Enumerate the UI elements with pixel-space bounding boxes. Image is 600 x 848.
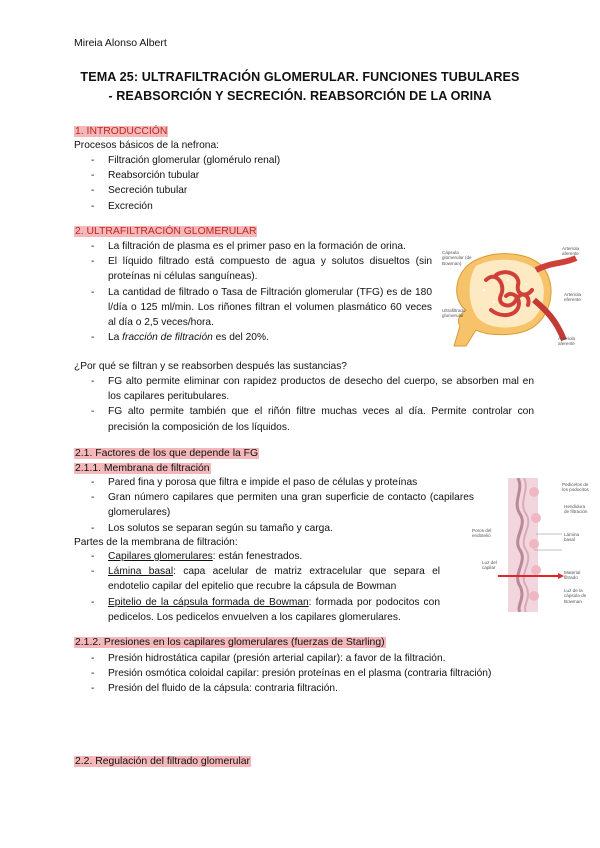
section-2-heading: 2. ULTRAFILTRACIÓN GLOMERULAR [75, 226, 257, 237]
list-item: - La fracción de filtración es del 20%. [74, 330, 432, 345]
author-name: Mireia Alonso Albert [74, 37, 167, 49]
list-item: - Reabsorción tubular [74, 168, 534, 183]
list-item: - Excreción [74, 199, 534, 214]
list-item: - La filtración de plasma es el primer paso en la formación de orina. [74, 239, 432, 254]
list-item: - Filtración glomerular (glomérulo renal) [74, 153, 534, 168]
list-item: - El líquido filtrado está compuesto de agua y solutos disueltos (sin proteínas ni células sanguíneas). [74, 254, 432, 284]
section-1-heading: 1. INTRODUCCIÓN [75, 126, 168, 137]
section-2-1-heading: 2.1. Factores de los que depende la FG [75, 448, 259, 459]
list-item: - Lámina basal: capa acelular de matriz extracelular que separa el endotelio capilar del epitelio que recubre la cápsula de Bowman [74, 564, 440, 594]
label-material: Material filtrado [564, 570, 581, 581]
list-item: - La cantidad de filtrado o Tasa de Filtración glomerular (TFG) es de 180 l/día o 125 ml/min. Los riñones filtran el volumen plasmático 60 veces al día o 2,5 veces/hora. [74, 285, 432, 331]
list-item: - Los solutos se separan según su tamaño y carga. [74, 521, 474, 536]
membrane-parts-intro: Partes de la membrana de filtración: [74, 537, 238, 548]
label-luz-capsula: Luz de la cápsula de Bowman [564, 588, 587, 604]
label-pedicelos: Pedicelos de los podocitos [562, 482, 589, 493]
membrane-parts-list [74, 549, 440, 625]
section-2-1-1-heading: 2.1.1. Membrana de filtración [75, 463, 210, 474]
section-1-list [74, 153, 534, 214]
filtration-membrane-figure [472, 478, 590, 612]
list-item: - FG alto permite también que el riñón filtre muchas veces al día. Permite controlar con precisión la composición de los líquidos. [74, 404, 534, 434]
section-1-intro: Procesos básicos de la nefrona: [74, 140, 219, 151]
list-item: - Presión del fluido de la cápsula: contraria filtración. [74, 681, 534, 696]
label-lamina: Lámina basal [564, 532, 580, 543]
title-line-1: TEMA 25: ULTRAFILTRACIÓN GLOMERULAR. FUNCIONES TUBULARES [80, 70, 520, 84]
membrane-list [74, 475, 474, 536]
document-title [60, 68, 540, 106]
label-arteriola: Arteriola aferente [558, 336, 576, 347]
section-2-2-heading: 2.2. Regulación del filtrado glomerular [75, 756, 251, 767]
section-2-1-2-heading: 2.1.2. Presiones en los capilares glomerulares (fuerzas de Starling) [75, 637, 385, 648]
label-aferente: Arteriola aferente [562, 246, 580, 257]
list-item: - FG alto permite eliminar con rapidez productos de desecho del cuerpo, se absorben mal en los capilares peritubulares. [74, 374, 534, 404]
section-2-question: ¿Por qué se filtran y se reabsorben después las sustancias? [74, 361, 347, 372]
list-item: - Gran número capilares que permiten una gran superficie de contacto (capilares glomerulares) [74, 490, 474, 520]
list-item: - Presión osmótica coloidal capilar: presión proteínas en el plasma (contraria filtración) [74, 666, 534, 681]
label-eferente: Arteriola eferente [564, 292, 582, 303]
glomerulus-figure [442, 240, 586, 350]
pressures-list [74, 651, 534, 697]
list-item: - Epitelio de la cápsula formada de Bowman: formada por podocitos con pedicelos. Los pedicelos envuelven a los capilares glomerulares. [74, 595, 440, 625]
label-luz-capilar: Luz del capilar [482, 560, 497, 571]
list-item: - Pared fina y porosa que filtra e impide el paso de células y proteínas [74, 475, 474, 490]
label-capsula: Cápsula glomerular (de Bowman) [442, 250, 472, 266]
title-line-2: - REABSORCIÓN Y SECRECIÓN. REABSORCIÓN DE LA ORINA [108, 89, 492, 103]
label-ultrafiltrado: Ultrafiltrado glomerular [442, 308, 466, 319]
label-poros: Poros del endotelio [472, 528, 492, 539]
list-item: - Secreción tubular [74, 183, 534, 198]
label-hendidura: Hendidura de filtración [564, 504, 588, 515]
list-item: - Presión hidrostática capilar (presión arterial capilar): a favor de la filtración. [74, 651, 534, 666]
section-2-list [74, 239, 432, 345]
section-2-reasons [74, 374, 534, 435]
list-item: - Capilares glomerulares: están fenestrados. [74, 549, 440, 564]
